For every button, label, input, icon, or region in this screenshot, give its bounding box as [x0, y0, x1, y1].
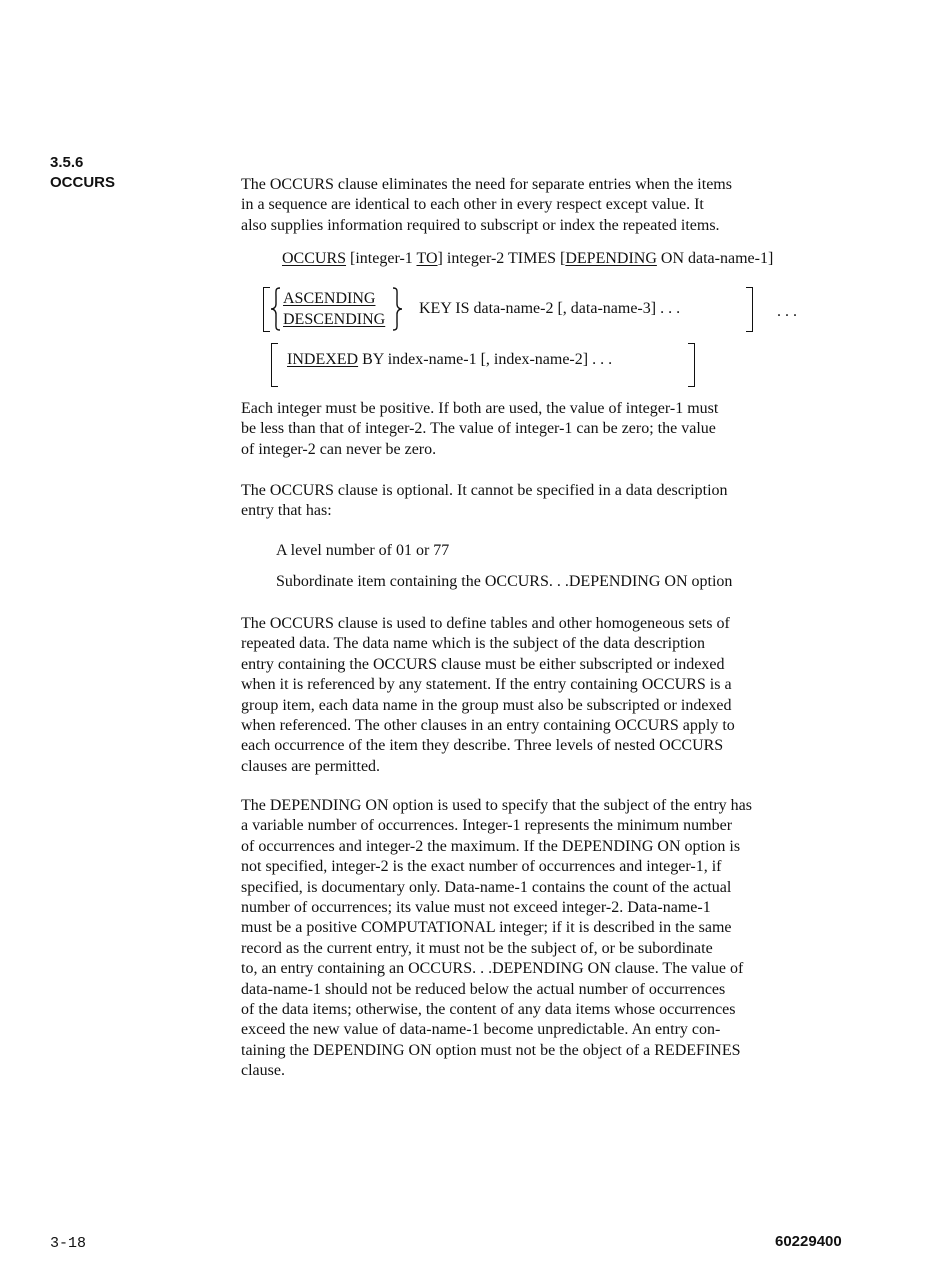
optional-paragraph [241, 481, 881, 522]
text-line: entry containing the OCCURS clause must be either subscripted or indexed [241, 655, 725, 673]
format-text: ON data-name-1] [656, 250, 774, 267]
text-line: clause. [241, 1062, 285, 1080]
text-line: The DEPENDING ON option is used to specify that the subject of the entry has [241, 797, 753, 814]
format-ellipsis: . . . [777, 303, 797, 320]
text-line: each occurrence of the item they describe. Three levels of nested OCCURS [241, 737, 724, 755]
left-square-bracket [263, 287, 270, 332]
text-line: clauses are permitted. [241, 757, 381, 775]
keyword-to: TO [416, 250, 438, 267]
text-line: The OCCURS clause is used to define tables and other homogeneous sets of [241, 615, 730, 632]
text-line: Each integer must be positive. If both are used, the value of integer-1 must [241, 400, 719, 417]
text-line: of integer-2 can never be zero. [241, 440, 437, 458]
list-item: Subordinate item containing the OCCURS. . .DEPENDING ON option [276, 573, 733, 590]
keyword-occurs: OCCURS [282, 250, 347, 267]
keyword-ascending: ASCENDING [283, 290, 376, 307]
tables-paragraph [241, 614, 881, 777]
text-line: specified, is documentary only. Data-name-1 contains the count of the actual [241, 878, 732, 896]
section-title: OCCURS [50, 174, 116, 191]
text-line: group item, each data name in the group must also be subscripted or indexed [241, 696, 732, 714]
format-key-clause: KEY IS data-name-2 [, data-name-3] . . . [419, 300, 681, 317]
right-square-bracket [746, 287, 753, 332]
left-brace-icon [270, 287, 282, 331]
format-text: [integer-1 [346, 250, 417, 267]
text-line: of the data items; otherwise, the content of any data items whose occurrences [241, 1001, 736, 1019]
text-line: data-name-1 should not be reduced below the actual number of occurrences [241, 980, 726, 998]
keyword-indexed: INDEXED [287, 351, 359, 368]
text-line: in a sequence are identical to each other in every respect except value. It [241, 196, 704, 214]
text-line: a variable number of occurrences. Integer-1 represents the minimum number [241, 817, 733, 835]
integer-paragraph [241, 399, 881, 460]
section-number: 3.5.6 [50, 154, 84, 171]
text-line: also supplies information required to subscript or index the repeated items. [241, 216, 720, 234]
intro-paragraph [241, 175, 881, 236]
document-number: 60229400 [775, 1233, 842, 1250]
text-line: of occurrences and integer-2 the maximum. If the DEPENDING ON option is [241, 837, 741, 855]
format-line-occurs [282, 250, 773, 268]
format-text: ] integer-2 TIMES [ [437, 250, 566, 267]
text-line: number of occurrences; its value must not exceed integer-2. Data-name-1 [241, 899, 711, 917]
text-line: be less than that of integer-2. The value of integer-1 can be zero; the value [241, 420, 716, 438]
page-number: 3-18 [50, 1235, 87, 1252]
text-line: taining the DEPENDING ON option must not be the object of a REDEFINES [241, 1041, 741, 1059]
text-line: when referenced. The other clauses in an entry containing OCCURS apply to [241, 717, 735, 735]
text-line: not specified, integer-2 is the exact number of occurrences and integer-1, if [241, 858, 722, 876]
depending-paragraph [241, 796, 881, 1082]
format-indexed-clause [287, 351, 612, 369]
text-line: repeated data. The data name which is the subject of the data description [241, 635, 705, 653]
text-line: The OCCURS clause is optional. It cannot be specified in a data description [241, 482, 728, 499]
left-square-bracket [271, 343, 278, 387]
list-item: A level number of 01 or 77 [276, 542, 450, 559]
text-line: exceed the new value of data-name-1 become unpredictable. An entry con- [241, 1021, 721, 1039]
text-line: entry that has: [241, 502, 332, 520]
right-brace-icon [391, 287, 403, 331]
text-line: to, an entry containing an OCCURS. . .DEPENDING ON clause. The value of [241, 960, 744, 978]
text-line: record as the current entry, it must not be the subject of, or be subordinate [241, 939, 713, 957]
keyword-depending: DEPENDING [565, 250, 657, 267]
right-square-bracket [688, 343, 695, 387]
keyword-descending: DESCENDING [283, 311, 386, 328]
format-text: BY index-name-1 [, index-name-2] . . . [358, 351, 613, 368]
text-line: when it is referenced by any statement. If the entry containing OCCURS is a [241, 676, 732, 694]
text-line: The OCCURS clause eliminates the need for separate entries when the items [241, 176, 732, 193]
text-line: must be a positive COMPUTATIONAL integer; if it is described in the same [241, 919, 732, 937]
